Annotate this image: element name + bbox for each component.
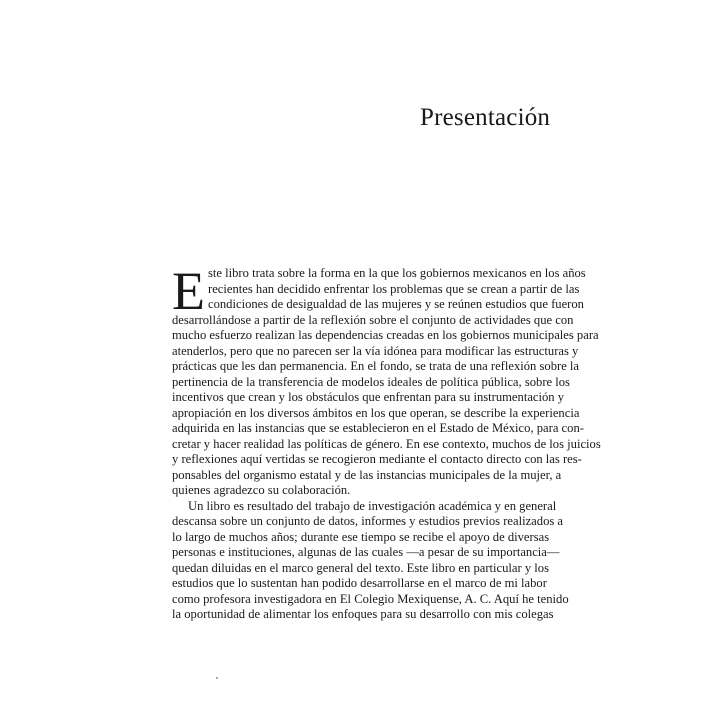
- text-line: pertinencia de la transferencia de modelos ideales de política pública, sobre los: [172, 374, 570, 389]
- body-text: [172, 261, 601, 623]
- text-line: cretar y hacer realidad las políticas de género. En ese contexto, muchos de los juicios: [172, 436, 601, 451]
- text-line: condiciones de desigualdad de las mujeres y se reúnen estudios que fueron: [208, 297, 584, 311]
- text-line: estudios que lo sustentan han podido desarrollarse en el marco de mi labor: [172, 576, 547, 590]
- page-title: Presentación: [420, 104, 551, 131]
- text-line: y reflexiones aquí vertidas se recogieron mediante el contacto directo con las res-: [172, 452, 582, 466]
- text-line: apropiación en los diversos ámbitos en los que operan, se describe la experiencia: [172, 405, 580, 420]
- text-line: atenderlos, pero que no parecen ser la vía idónea para modificar las estructuras y: [172, 343, 579, 358]
- drop-cap: E: [172, 261, 205, 321]
- paragraph-1: [172, 261, 601, 499]
- text-line: Un libro es resultado del trabajo de investigación académica y en general: [188, 498, 557, 513]
- text-line: lo largo de muchos años; durante ese tiempo se recibe el apoyo de diversas: [172, 529, 550, 544]
- text-line: desarrollándose a partir de la reflexión sobre el conjunto de actividades que con: [172, 312, 574, 327]
- text-line: como profesora investigadora en El Colegio Mexiquense, A. C. Aquí he tenido: [172, 591, 569, 606]
- text-line: adquirida en las instancias que se establecieron en el Estado de México, para con-: [172, 421, 584, 435]
- text-line: quienes agradezco su colaboración.: [172, 483, 351, 497]
- text-line: mucho esfuerzo realizan las dependencias creadas en los gobiernos municipales para: [172, 328, 599, 342]
- text-line: ponsables del organismo estatal y de las instancias municipales de la mujer, a: [172, 467, 562, 482]
- text-line: ste libro trata sobre la forma en la que los gobiernos mexicanos en los años: [208, 266, 586, 280]
- text-line: personas e instituciones, algunas de las cuales —a pesar de su importancia—: [172, 545, 560, 559]
- text-line: recientes han decidido enfrentar los problemas que se crean a partir de las: [208, 281, 580, 296]
- text-line: la oportunidad de alimentar los enfoques para su desarrollo con mis colegas: [172, 607, 554, 621]
- text-line: prácticas que les dan permanencia. En el fondo, se trata de una reflexión sobre la: [172, 359, 580, 373]
- text-line: incentivos que crean y los obstáculos que enfrentan para su instrumentación y: [172, 390, 565, 404]
- text-line: descansa sobre un conjunto de datos, informes y estudios previos realizados a: [172, 514, 564, 528]
- scan-speck: [216, 677, 218, 679]
- paragraph-2: [172, 498, 569, 623]
- text-line: quedan diluidas en el marco general del texto. Este libro en particular y los: [172, 560, 549, 575]
